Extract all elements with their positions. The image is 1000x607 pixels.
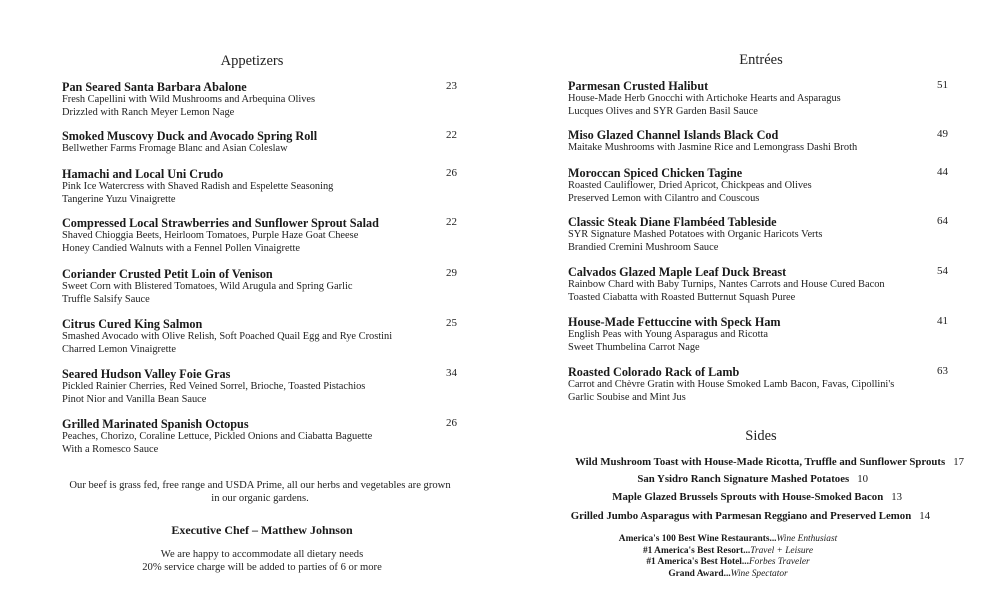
item-desc: Pink Ice Watercress with Shaved Radish and Espelette Seasoning [62,181,334,192]
item-desc: SYR Signature Mashed Potatoes with Organic Haricots Verts [568,229,823,240]
item-desc: Maitake Mushrooms with Jasmine Rice and Lemongrass Dashi Broth [568,142,858,153]
item-desc: Peaches, Chorizo, Coraline Lettuce, Pickled Onions and Ciabatta Baguette [62,431,373,442]
side-name: Wild Mushroom Toast with House-Made Ricotta, Truffle and Sunflower Sprouts [575,456,946,468]
beef-note-line: Our beef is grass fed, free range and USDA Prime, all our herbs and vegetables are grown [69,480,451,491]
item-name: Roasted Colorado Rack of Lamb [568,365,740,379]
award-source: Wine Spectator [730,568,788,579]
menu-item [62,80,462,119]
entrees-heading: Entrées [739,52,783,68]
item-desc: Shaved Chioggia Beets, Heirloom Tomatoes, Purple Haze Goat Cheese [62,230,359,241]
menu-item [568,166,954,205]
side-item [568,456,964,468]
item-name: Coriander Crusted Petit Loin of Venison [62,267,273,281]
menu-item [568,315,954,354]
menu-item [568,79,954,118]
side-item [568,510,930,522]
item-name: Hamachi and Local Uni Crudo [62,167,224,181]
award-line [568,569,888,581]
item-desc: Fresh Capellini with Wild Mushrooms and Arbequina Olives [62,94,316,105]
item-price: 23 [446,80,457,92]
item-desc: Charred Lemon Vinaigrette [62,343,177,355]
item-desc: Sweet Thumbelina Carrot Nage [568,341,700,353]
item-desc: Tangerine Yuzu Vinaigrette [62,193,176,205]
item-desc: Brandied Cremini Mushroom Sauce [568,241,719,253]
item-desc: Pickled Rainier Cherries, Red Veined Sorrel, Brioche, Toasted Pistachios [62,381,366,392]
menu-item [62,367,462,406]
item-desc: House-Made Herb Gnocchi with Artichoke Hearts and Asparagus [568,93,841,104]
side-price: 10 [857,473,868,485]
item-price: 29 [446,267,457,279]
side-price: 17 [953,456,964,468]
side-price: 14 [919,510,930,522]
award-source: Travel + Leisure [750,545,813,556]
item-desc: Roasted Cauliflower, Dried Apricot, Chickpeas and Olives [568,180,812,191]
item-desc: Lucques Olives and SYR Garden Basil Sauce [568,105,758,117]
item-desc: Garlic Soubise and Mint Jus [568,391,686,403]
item-desc: Rainbow Chard with Baby Turnips, Nantes Carrots and House Cured Bacon [568,279,885,290]
item-name: Seared Hudson Valley Foie Gras [62,367,231,381]
menu-item [62,417,462,456]
item-price: 25 [446,317,457,329]
award-title: #1 America's Best Resort... [642,545,751,556]
item-price: 26 [446,417,457,429]
executive-chef: Executive Chef – Matthew Johnson [171,523,353,537]
dietary-note [52,548,472,574]
item-desc: Sweet Corn with Blistered Tomatoes, Wild Arugula and Spring Garlic [62,281,353,292]
beef-note-line: in our organic gardens. [211,493,309,504]
item-desc: Honey Candied Walnuts with a Fennel Pollen Vinaigrette [62,242,300,254]
side-name: Grilled Jumbo Asparagus with Parmesan Reggiano and Preserved Lemon [570,510,912,522]
item-desc: Pinot Nior and Vanilla Bean Sauce [62,393,207,405]
item-desc: English Peas with Young Asparagus and Ricotta [568,329,769,340]
item-price: 34 [446,367,457,379]
item-name: Parmesan Crusted Halibut [568,79,709,93]
item-desc: Truffle Salsify Sauce [62,293,150,305]
award-line [568,534,888,546]
item-desc: With a Romesco Sauce [62,443,159,455]
item-name: Moroccan Spiced Chicken Tagine [568,166,743,180]
award-source: Forbes Traveler [748,557,810,568]
beef-note [50,479,470,505]
item-name: Classic Steak Diane Flambéed Tableside [568,215,777,229]
item-price: 22 [446,216,457,228]
award-title: #1 America's Best Hotel... [646,557,749,568]
menu-item [62,267,462,306]
item-price: 64 [937,215,948,227]
item-price: 63 [937,365,948,377]
side-price: 13 [891,491,902,503]
appetizers-heading: Appetizers [220,53,284,69]
item-desc: Drizzled with Ranch Meyer Lemon Nage [62,106,235,118]
awards-list [568,534,888,580]
item-price: 44 [937,166,948,178]
item-price: 22 [446,129,457,141]
item-desc: Preserved Lemon with Cilantro and Couscous [568,192,760,204]
award-title: Grand Award... [668,568,731,579]
item-name: Smoked Muscovy Duck and Avocado Spring Roll [62,129,318,143]
item-desc: Bellwether Farms Fromage Blanc and Asian Coleslaw [62,143,288,154]
item-desc: Toasted Ciabatta with Roasted Butternut Squash Puree [568,291,796,303]
item-desc: Carrot and Chèvre Gratin with House Smoked Lamb Bacon, Favas, Cipollini's [568,379,895,390]
menu-item [568,128,954,155]
item-name: House-Made Fettuccine with Speck Ham [568,315,781,329]
menu-item [568,215,954,254]
side-item [568,473,868,485]
item-price: 54 [937,265,948,277]
item-name: Citrus Cured King Salmon [62,317,203,331]
menu-item [62,216,462,255]
item-desc: Smashed Avocado with Olive Relish, Soft Poached Quail Egg and Rye Crostini [62,331,393,342]
award-source: Wine Enthusiast [776,534,838,544]
menu-item [62,167,462,206]
dietary-note-line: We are happy to accommodate all dietary needs [160,549,364,560]
item-name: Grilled Marinated Spanish Octopus [62,417,249,431]
dietary-note-line: 20% service charge will be added to parties of 6 or more [142,562,382,573]
item-name: Pan Seared Santa Barbara Abalone [62,80,247,94]
side-item [568,491,902,503]
award-line [568,546,888,558]
item-price: 51 [937,79,948,91]
award-line [568,557,888,569]
menu-item [62,317,462,356]
side-name: Maple Glazed Brussels Sprouts with House-Smoked Bacon [612,491,884,503]
side-name: San Ysidro Ranch Signature Mashed Potatoes [637,473,850,485]
item-name: Compressed Local Strawberries and Sunflower Sprout Salad [62,216,379,230]
menu-item [62,129,462,156]
item-name: Miso Glazed Channel Islands Black Cod [568,128,779,142]
item-price: 26 [446,167,457,179]
menu-item [568,265,954,304]
item-name: Calvados Glazed Maple Leaf Duck Breast [568,265,787,279]
item-price: 49 [937,128,948,140]
menu-item [568,365,954,404]
item-price: 41 [937,315,948,327]
sides-heading: Sides [745,428,777,444]
award-title: America's 100 Best Wine Restaurants... [618,534,777,544]
